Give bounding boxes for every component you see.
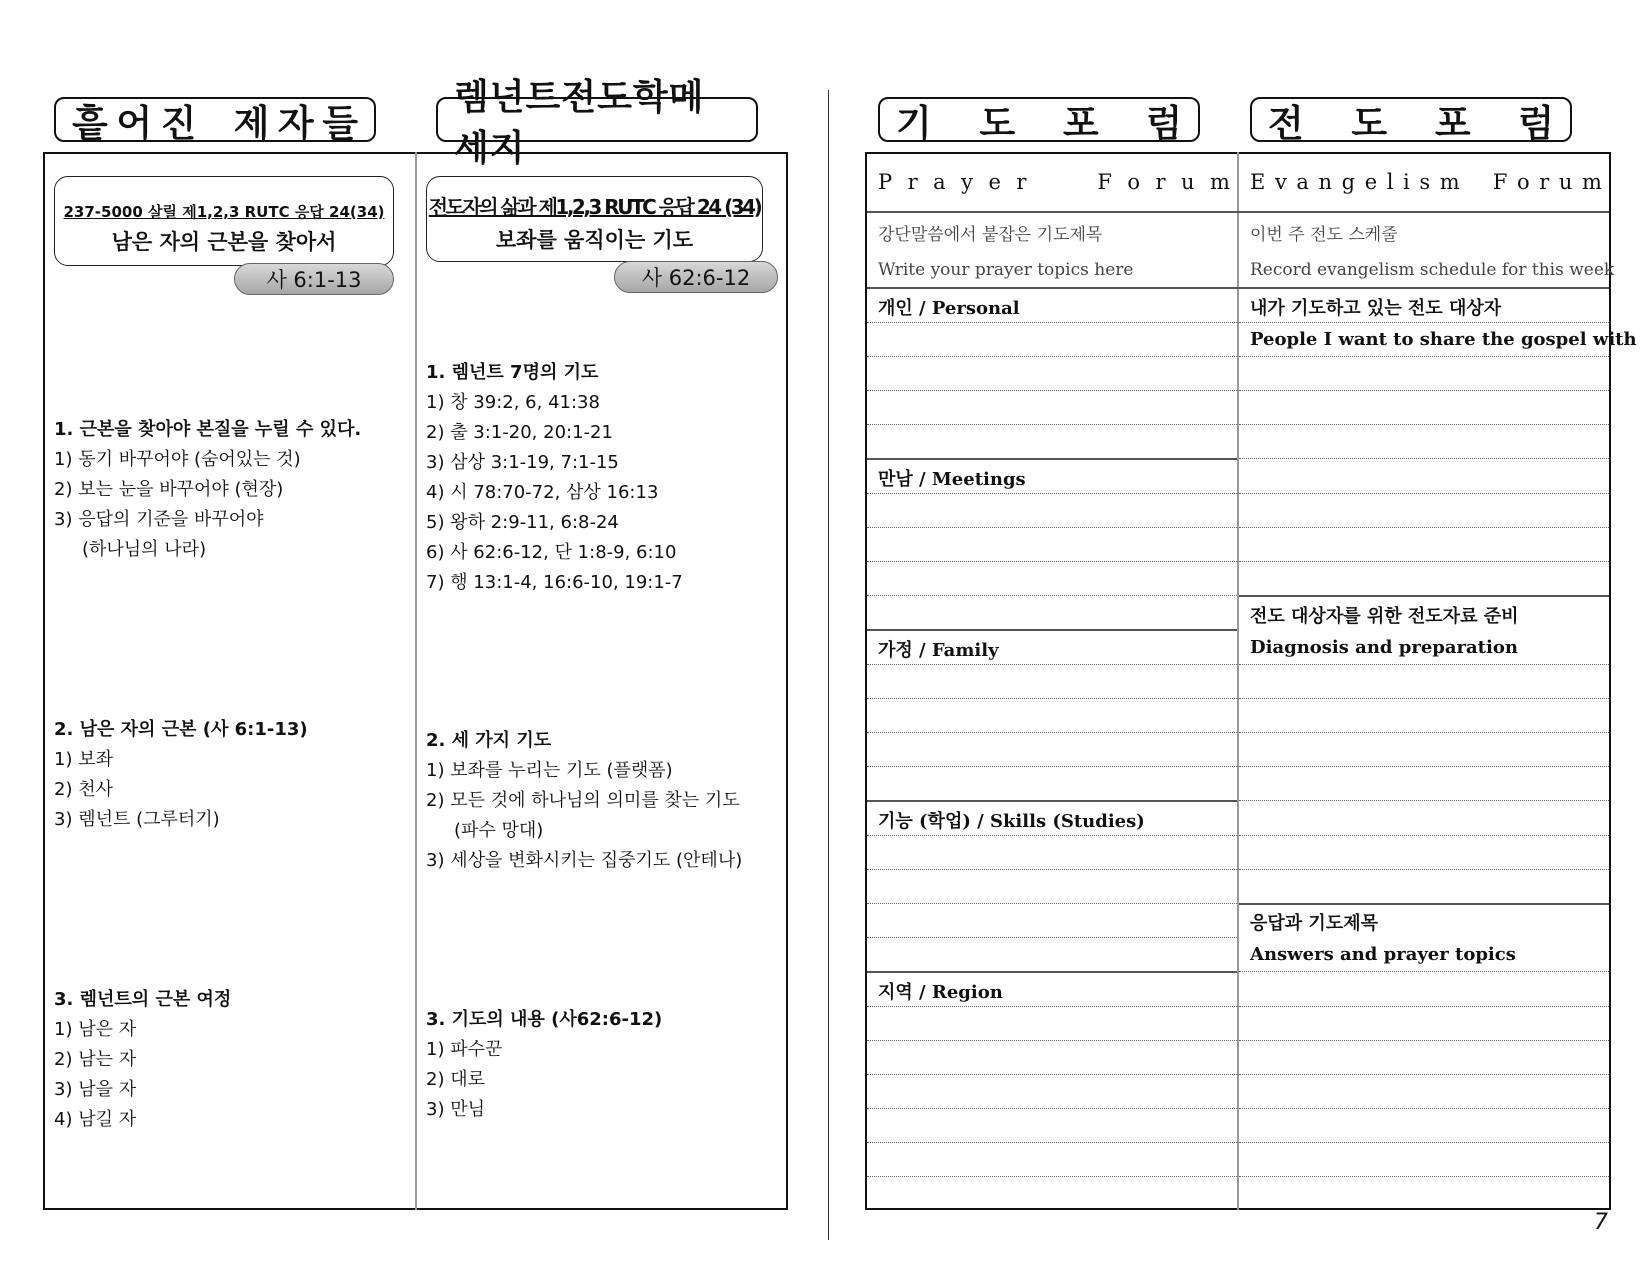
heading-letter: u — [1181, 170, 1195, 194]
write-line — [1239, 458, 1609, 459]
section-heading: 2. 남은 자의 근본 (사 6:1-13) — [54, 719, 308, 740]
header-evangelism-forum — [1250, 97, 1572, 145]
write-line — [867, 424, 1237, 425]
prayer-instruction-en: Write your prayer topics here — [878, 260, 1134, 280]
verse-badge: 사 6:1-13 — [234, 263, 394, 295]
write-line — [867, 1006, 1237, 1007]
heading-letter: n — [1318, 170, 1333, 194]
heading-letter: u — [1558, 170, 1573, 194]
answers-en: Answers and prayer topics — [1250, 944, 1516, 965]
evangelism-materials-en: Diagnosis and preparation — [1250, 637, 1518, 658]
list-item: 2) 출 3:1-20, 20:1-21 — [426, 422, 613, 443]
sermon-title: 남은 자의 근본을 찾아서 — [111, 230, 337, 254]
heading-letter: s — [1419, 170, 1431, 194]
header-char: 도 — [979, 101, 1016, 145]
heading-letter: e — [1364, 170, 1378, 194]
section-heading: 3. 렘넌트의 근본 여정 — [54, 989, 232, 1010]
page-divider — [828, 90, 829, 1240]
section-rule — [867, 800, 1237, 802]
spacer — [1469, 170, 1483, 194]
answers-kr: 응답과 기도제목 — [1250, 913, 1378, 934]
list-item: (파수 망대) — [454, 820, 544, 841]
write-line — [867, 937, 1237, 938]
write-line — [867, 766, 1237, 767]
header-char: 어 — [116, 101, 153, 145]
sermon-title: 보좌를 움직이는 기도 — [495, 228, 694, 252]
write-line — [1239, 835, 1609, 836]
forum-column-divider — [1237, 152, 1239, 1210]
section-heading: 2. 세 가지 기도 — [426, 730, 552, 751]
heading-letter: i — [1403, 170, 1410, 194]
heading-letter: l — [1386, 170, 1394, 194]
section-rule — [867, 971, 1237, 973]
header-char: 기 — [896, 101, 932, 145]
mid-section-1 — [426, 358, 781, 598]
header-char: 럼 — [1146, 101, 1182, 145]
list-item: (하나님의 나라) — [82, 539, 207, 560]
header-prayer-forum — [878, 97, 1200, 145]
list-item: 2) 대로 — [426, 1069, 485, 1090]
column-divider — [415, 152, 417, 1210]
list-item: 3) 만님 — [426, 1099, 485, 1120]
category-family: 가정 / Family — [878, 640, 999, 661]
write-line — [1239, 1176, 1609, 1177]
prayer-instruction-kr: 강단말씀에서 붙잡은 기도제목 — [878, 225, 1103, 245]
list-item: 4) 남길 자 — [54, 1109, 137, 1130]
write-line — [1239, 971, 1609, 972]
write-line — [867, 527, 1237, 528]
header-remnant-message — [436, 76, 758, 169]
list-item: 1) 보좌를 누리는 기도 (플랫폼) — [426, 760, 673, 781]
list-item: 2) 천사 — [54, 779, 113, 800]
write-line — [867, 595, 1237, 596]
header-char: 진 — [160, 101, 197, 145]
list-item: 3) 남을 자 — [54, 1079, 137, 1100]
write-line — [1239, 424, 1609, 425]
category-region: 지역 / Region — [878, 982, 1003, 1003]
header-scattered-disciples — [54, 97, 376, 145]
write-line — [867, 390, 1237, 391]
write-line — [867, 1142, 1237, 1143]
left-section-3 — [54, 985, 409, 1135]
list-item: 4) 시 78:70-72, 삼상 16:13 — [426, 482, 659, 503]
write-line — [867, 1176, 1237, 1177]
write-line — [1239, 1142, 1609, 1143]
sermon-box-2 — [426, 176, 763, 262]
list-item: 1) 창 39:2, 6, 41:38 — [426, 392, 600, 413]
header-char: 도 — [1351, 101, 1388, 145]
header-char: 포 — [1062, 101, 1099, 145]
heading-letter: E — [1250, 170, 1266, 194]
write-line — [1239, 322, 1609, 323]
heading-letter: m — [1582, 170, 1602, 194]
sermon-subtitle: 전도자의 삶과 제1,2,3 RUTC 응답 24 (34) — [428, 195, 761, 219]
list-item: 3) 삼상 3:1-19, 7:1-15 — [426, 452, 619, 473]
write-line — [867, 903, 1237, 904]
list-item: 5) 왕하 2:9-11, 6:8-24 — [426, 512, 619, 533]
mid-section-2 — [426, 726, 781, 876]
write-line — [867, 869, 1237, 870]
write-line — [1239, 1006, 1609, 1007]
heading-letter: P — [878, 170, 893, 194]
write-line — [867, 1074, 1237, 1075]
page-number: 7 — [1594, 1210, 1608, 1235]
write-line — [1239, 356, 1609, 357]
spacer — [1042, 170, 1082, 194]
list-item: 1) 남은 자 — [54, 1019, 137, 1040]
heading-letter: a — [1296, 170, 1309, 194]
evangelism-targets-kr: 내가 기도하고 있는 전도 대상자 — [1250, 298, 1502, 319]
list-item: 1) 보좌 — [54, 749, 113, 770]
heading-letter: r — [1016, 170, 1027, 194]
left-section-2 — [54, 715, 409, 835]
write-line — [867, 1040, 1237, 1041]
write-line — [1239, 1040, 1609, 1041]
write-line — [867, 356, 1237, 357]
left-section-1 — [54, 415, 409, 565]
heading-letter: r — [907, 170, 918, 194]
write-line — [867, 493, 1237, 494]
write-line — [867, 561, 1237, 562]
evangelism-targets-en: People I want to share the gospel with — [1250, 329, 1637, 350]
heading-letter: F — [1097, 170, 1112, 194]
evangelism-materials-kr: 전도 대상자를 위한 전도자료 준비 — [1250, 606, 1519, 627]
write-line — [1239, 664, 1609, 665]
header-char: 자 — [277, 101, 314, 145]
write-line — [1239, 732, 1609, 733]
evangelism-instruction-kr: 이번 주 전도 스케줄 — [1250, 225, 1398, 245]
list-item: 2) 모든 것에 하나님의 의미를 찾는 기도 — [426, 790, 740, 811]
write-line — [867, 732, 1237, 733]
heading-letter: e — [988, 170, 1001, 194]
list-item: 3) 렘넌트 (그루터기) — [54, 809, 220, 830]
section-rule — [867, 458, 1237, 460]
heading-letter: a — [933, 170, 946, 194]
header-char: 들 — [322, 101, 358, 145]
heading-letter: r — [1155, 170, 1166, 194]
write-line — [1239, 561, 1609, 562]
sermon-subtitle: 237-5000 살릴 제1,2,3 RUTC 응답 24(34) — [63, 203, 385, 221]
list-item: 7) 행 13:1-4, 16:6-10, 19:1-7 — [426, 572, 683, 593]
write-line — [1239, 869, 1609, 870]
header-char: 제 — [233, 101, 270, 145]
write-line — [867, 1108, 1237, 1109]
list-item: 1) 파수꾼 — [426, 1039, 503, 1060]
heading-letter: m — [1439, 170, 1460, 194]
write-line — [1239, 390, 1609, 391]
heading-letter: o — [1517, 170, 1530, 194]
list-item: 6) 사 62:6-12, 단 1:8-9, 6:10 — [426, 542, 677, 563]
heading-letter: r — [1539, 170, 1550, 194]
header-char: 포 — [1434, 101, 1471, 145]
section-heading: 1. 근본을 찾아야 본질을 누릴 수 있다. — [54, 419, 362, 440]
header-char: 전 — [1268, 101, 1304, 145]
section-heading: 3. 기도의 내용 (사62:6-12) — [426, 1009, 663, 1030]
write-line — [1239, 1108, 1609, 1109]
header-char: 럼 — [1518, 101, 1554, 145]
sermon-box-1 — [54, 176, 394, 266]
section-rule — [1239, 903, 1609, 905]
list-item: 3) 세상을 변화시키는 집중기도 (안테나) — [426, 850, 743, 871]
section-rule — [867, 629, 1237, 631]
section-heading: 1. 렘넌트 7명의 기도 — [426, 362, 599, 383]
mid-section-3 — [426, 1005, 781, 1125]
subheader-rule — [867, 287, 1609, 289]
list-item: 1) 동기 바꾸어야 (숨어있는 것) — [54, 449, 301, 470]
list-item: 2) 보는 눈을 바꾸어야 (현장) — [54, 479, 284, 500]
header-rule — [867, 211, 1609, 213]
write-line — [1239, 800, 1609, 801]
heading-letter: g — [1341, 170, 1356, 194]
write-line — [1239, 527, 1609, 528]
write-line — [867, 698, 1237, 699]
header-char: 흩 — [72, 101, 108, 145]
section-rule — [1239, 595, 1609, 597]
heading-letter: v — [1274, 170, 1287, 194]
heading-letter: o — [1127, 170, 1141, 194]
heading-letter: F — [1492, 170, 1508, 194]
list-item: 2) 남는 자 — [54, 1049, 137, 1070]
category-skills: 기능 (학업) / Skills (Studies) — [878, 811, 1145, 832]
category-meetings: 만남 / Meetings — [878, 469, 1026, 490]
list-item: 3) 응답의 기준을 바꾸어야 — [54, 509, 264, 530]
prayer-forum-heading — [878, 170, 1230, 194]
evangelism-forum-heading — [1250, 170, 1602, 194]
write-line — [867, 835, 1237, 836]
write-line — [1239, 698, 1609, 699]
write-line — [1239, 493, 1609, 494]
category-personal: 개인 / Personal — [878, 298, 1020, 319]
heading-letter: y — [961, 170, 973, 194]
heading-letter: m — [1210, 170, 1230, 194]
write-line — [1239, 1074, 1609, 1075]
header-text: 렘넌트전도학메세지 — [454, 76, 705, 169]
write-line — [867, 664, 1237, 665]
verse-badge: 사 62:6-12 — [614, 261, 778, 293]
write-line — [867, 322, 1237, 323]
evangelism-instruction-en: Record evangelism schedule for this week — [1250, 260, 1615, 280]
write-line — [1239, 766, 1609, 767]
